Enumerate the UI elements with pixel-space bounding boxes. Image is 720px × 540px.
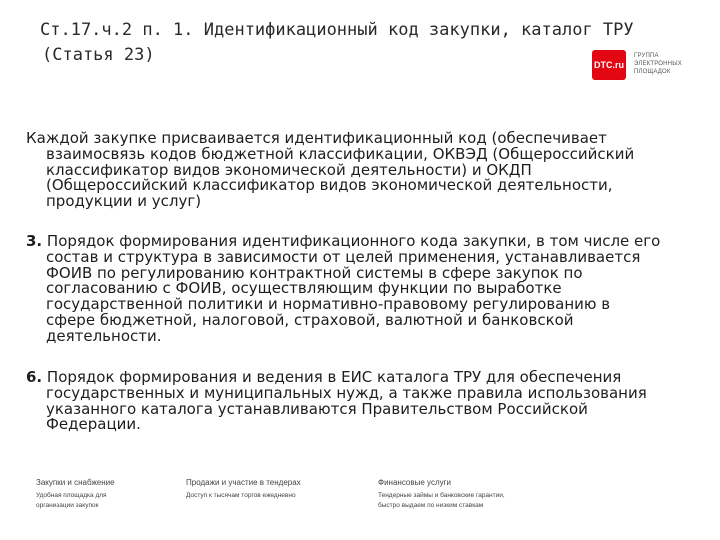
logo-caption (634, 52, 694, 76)
dtc-logo (592, 50, 692, 84)
paragraph-line: Каждой закупке присваивается идентификационный код (обеспечивает (26, 129, 607, 147)
item-number: 3. (26, 232, 43, 250)
footer-col-sales (186, 477, 301, 501)
logo-caption-line-2: ЭЛЕКТРОННЫХ (634, 61, 682, 67)
footer-col-finance (378, 477, 505, 511)
logo-caption-line-3: ПЛОЩАДОК (634, 69, 671, 75)
footer-text: Доступ к тысячам торгов ежедневно (186, 492, 296, 499)
logo-badge: DTC.ru (592, 50, 626, 80)
footer-heading: Закупки и снабжение (36, 478, 115, 487)
paragraph-line: сфере бюджетной, налоговой, страховой, валютной и банковской (46, 310, 574, 329)
logo-caption-line-1: ГРУППА (634, 53, 659, 59)
footer-text: Удобная площадка для (36, 492, 107, 499)
paragraph-item-3 (26, 234, 706, 345)
footer (0, 477, 720, 517)
paragraph-line: согласованию с ФОИВ, осуществляющим функции по выработке (46, 279, 562, 298)
paragraph-line: (Общероссийский классификатор видов экономической деятельности, (46, 176, 613, 195)
paragraph-line: деятельности. (46, 326, 162, 345)
paragraph-line: состав и структура в зависимости от целей применения, устанавливается (46, 247, 641, 266)
slide-title (40, 18, 634, 68)
title-line-2: (Статья 23) (42, 45, 155, 65)
paragraph-line: государственных и муниципальных нужд, а также правила использования (46, 383, 647, 402)
paragraph-line: взаимосвязь кодов бюджетной классификации, ОКВЭД (Общероссийский (46, 144, 635, 163)
paragraph-line: продукции и услуг) (46, 192, 202, 211)
footer-heading: Продажи и участие в тендерах (186, 478, 301, 487)
paragraph-text: Порядок формирования и ведения в ЕИС каталога ТРУ для обеспечения (42, 368, 622, 386)
paragraph-item-6 (26, 370, 706, 433)
paragraph-line: ФОИВ по регулированию контрактной системы в сфере закупок по (46, 263, 583, 282)
footer-text: организации закупок (36, 502, 99, 509)
paragraph-line: государственной политики и нормативно-правовому регулированию в (46, 295, 611, 314)
footer-text: быстро выдаем по низким ставкам (378, 502, 484, 509)
paragraph-text: Порядок формирования идентификационного кода закупки, в том числе его (42, 232, 661, 250)
paragraph-line: классификатор видов экономической деятельности) и ОКДП (46, 160, 532, 179)
footer-heading: Финансовые услуги (378, 478, 452, 487)
paragraph-line: указанного каталога устанавливаются Правительством Российской (46, 399, 588, 418)
paragraph-line: Федерации. (46, 415, 141, 434)
footer-text: Тендерные займы и банковские гарантии, (378, 492, 505, 499)
item-number: 6. (26, 368, 43, 386)
paragraph-id-code (26, 131, 706, 210)
title-line-1: Ст.17.ч.2 п. 1. Идентификационный код закупки, каталог ТРУ (40, 20, 634, 40)
footer-col-procurement (36, 477, 115, 511)
